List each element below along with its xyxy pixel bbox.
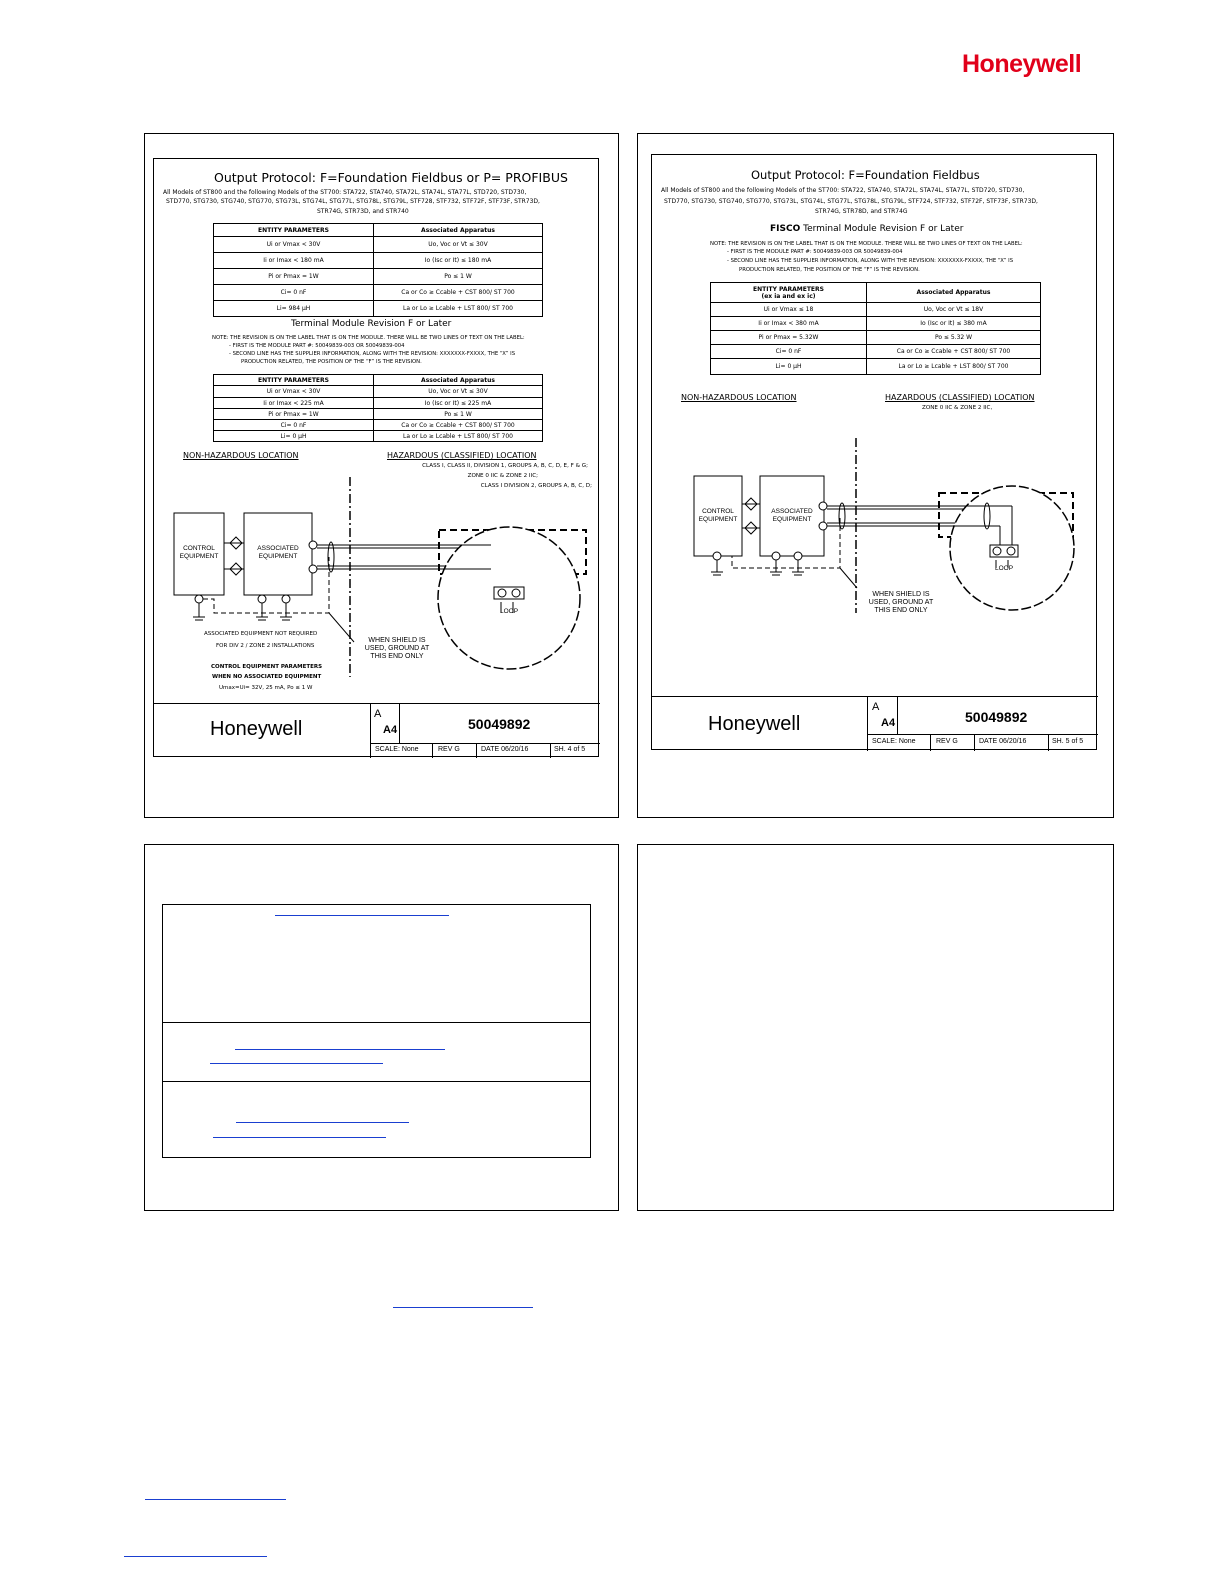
sheet4-note-4: PRODUCTION RELATED, THE POSITION OF THE “F” IS THE REVISION. [241, 359, 422, 365]
title-block-scale: SCALE: None [872, 738, 916, 745]
sheet4-zone-line2: ZONE 0 IIC & ZONE 2 IIC; [467, 473, 538, 479]
sheet5-associated-equipment-label: ASSOCIATED EQUIPMENT [771, 508, 813, 523]
table-cell: Pi or Pmax = 5.32W [711, 331, 867, 345]
sheet5-models-line2: STD770, STG730, STG740, STG770, STG73L, STG74L, STG77L, STG78L, STG79L, STF724, STF732, STF72F, STF73F, STR73D, [664, 198, 1038, 205]
table-cell: Ca or Co ≥ Ccable + CST 800/ ST 700 [374, 285, 543, 301]
lower-left-box [162, 904, 591, 1158]
title-block-size-b: A4 [383, 724, 398, 736]
sheet4-ctrl-note-3: Umax=Ui= 32V, 25 mA, Po ≤ 1 W [219, 685, 313, 691]
sheet4-models-line3: STR74G, STR73D, and STR740 [317, 208, 409, 215]
sheet5-zone-line1: ZONE 0 IIC & ZONE 2 IIC, [922, 405, 993, 411]
sheet4-title-block [154, 703, 600, 758]
table-cell: La or Lo ≥ Lcable + LST 800/ ST 700 [374, 431, 543, 442]
table-header: Associated Apparatus [374, 375, 543, 386]
link-underline[interactable] [210, 1063, 383, 1064]
sheet4-zone-line3: CLASS I DIVISION 2, GROUPS A, B, C, D; [480, 483, 592, 489]
table-cell: Li= 984 μH [214, 301, 374, 317]
sheet4-wiring-diagram [154, 477, 600, 707]
sheet5-non-hazardous-label: NON-HAZARDOUS LOCATION [681, 393, 797, 402]
sheet4-models-line2: STD770, STG730, STG740, STG770, STG73L, STG74L, STG77L, STG78L, STG79L, STF728, STF732, STF72F, STF73F, STR73D, [166, 198, 540, 205]
title-block-part-number: 50049892 [965, 709, 1028, 725]
table-cell: Ca or Co ≥ Ccable + CST 800/ ST 700 [867, 345, 1041, 359]
title-block-date: DATE 06/20/16 [979, 738, 1027, 745]
table-cell: Ca or Co ≥ Ccable + CST 800/ ST 700 [374, 420, 543, 431]
title-block-size-a: A [872, 701, 880, 713]
sheet4-assoc-note-2: FOR DIV 2 / ZONE 2 INSTALLATIONS [216, 643, 315, 649]
title-block-sheet: SH. 4 of 5 [554, 746, 586, 753]
title-block-sheet: SH. 5 of 5 [1052, 738, 1084, 745]
link-underline[interactable] [145, 1499, 286, 1500]
sheet5-subtitle-fisco: FISCO [770, 224, 801, 234]
sheet5-note-1: NOTE: THE REVISION IS ON THE LABEL THAT IS ON THE MODULE. THERE WILL BE TWO LINES OF TEXT ON THE LABEL: [710, 241, 1023, 247]
sheet4-entity-table-2 [213, 374, 543, 442]
table-cell: Ii or Imax < 380 mA [711, 317, 867, 331]
lower-left-divider-1 [162, 1022, 591, 1023]
frame-lower-right [637, 844, 1114, 1211]
table-cell: Po ≤ 5.32 W [867, 331, 1041, 345]
title-block-part-number: 50049892 [468, 716, 531, 732]
link-underline[interactable] [235, 1049, 445, 1050]
sheet4-control-equipment-label: CONTROL EQUIPMENT [179, 545, 219, 560]
table-cell: Ui or Vmax ≤ 18 [711, 303, 867, 317]
table-cell: Uo, Voc or Vt ≤ 30V [374, 386, 543, 398]
table-header: ENTITY PARAMETERS [214, 224, 374, 237]
sheet5-loop-label: LOOP [994, 565, 1014, 572]
sheet5-note-3: - SECOND LINE HAS THE SUPPLIER INFORMATION, ALONG WITH THE REVISION: XXXXXXX-FXXXX, THE “X” IS [727, 258, 1014, 264]
title-block-date: DATE 06/20/16 [481, 746, 529, 753]
title-block-company: Honeywell [708, 713, 801, 735]
sheet5-title: Output Protocol: F=Foundation Fieldbus [751, 168, 980, 182]
sheet4-non-hazardous-label: NON-HAZARDOUS LOCATION [183, 451, 299, 460]
sheet4-subtitle: Terminal Module Revision F or Later [291, 319, 452, 329]
table-cell: Po ≤ 1 W [374, 269, 543, 285]
title-block-size-a: A [374, 708, 382, 720]
table-cell: La or Lo ≥ Lcable + LST 800/ ST 700 [374, 301, 543, 317]
sheet4-zone-line1: CLASS I, CLASS II, DIVISION 1, GROUPS A, B, C, D, E, F & G; [422, 463, 588, 469]
table-cell: Pi or Pmax = 1W [214, 409, 374, 420]
link-underline[interactable] [393, 1307, 533, 1308]
sheet4-entity-table-1 [213, 223, 543, 317]
sheet4-ctrl-note-1: CONTROL EQUIPMENT PARAMETERS [211, 664, 323, 670]
title-block-rev: REV G [936, 738, 958, 745]
sheet5-models-line1: All Models of ST800 and the following Models of the ST700: STA722, STA740, STA72L, STA74L, STA77L, STD720, STD730, [661, 187, 1025, 194]
honeywell-logo: Honeywell [962, 50, 1082, 78]
title-block-rev: REV G [438, 746, 460, 753]
sheet5-subtitle [770, 224, 963, 234]
link-underline[interactable] [213, 1137, 386, 1138]
table-cell: Po ≤ 1 W [374, 409, 543, 420]
table-header: Associated Apparatus [867, 283, 1041, 303]
title-block-size-b: A4 [881, 717, 896, 729]
sheet5-title-block [652, 696, 1098, 751]
table-cell: Ci= 0 nF [214, 420, 374, 431]
table-cell: Ii or Imax < 180 mA [214, 253, 374, 269]
sheet5-subtitle-rest: Terminal Module Revision F or Later [800, 224, 964, 234]
sheet5-shield-note: WHEN SHIELD IS USED, GROUND AT THIS END ONLY [868, 591, 934, 614]
sheet4-models-line1: All Models of ST800 and the following Models of the ST700: STA722, STA740, STA72L, STA74L, STA77L, STD720, STD730, [163, 189, 527, 196]
sheet4-assoc-note-1: ASSOCIATED EQUIPMENT NOT REQUIRED [204, 631, 318, 637]
table-cell: Io (Isc or It) ≤ 380 mA [867, 317, 1041, 331]
sheet5-models-line3: STR74G, STR78D, and STR74G [815, 208, 908, 215]
lower-left-divider-2 [162, 1081, 591, 1082]
table-cell: Li= 0 μH [214, 431, 374, 442]
table-cell: Ci= 0 nF [214, 285, 374, 301]
link-underline[interactable] [124, 1556, 267, 1557]
table-cell: Ci= 0 nF [711, 345, 867, 359]
table-cell: Ii or Imax < 225 mA [214, 398, 374, 409]
table-cell: Uo, Voc or Vt ≤ 18V [867, 303, 1041, 317]
sheet5-note-4: PRODUCTION RELATED, THE POSITION OF THE “F” IS THE REVISION. [739, 267, 920, 273]
sheet4-ctrl-note-2: WHEN NO ASSOCIATED EQUIPMENT [212, 674, 322, 680]
sheet5-entity-table [710, 282, 1041, 375]
table-header: ENTITY PARAMETERS [214, 375, 374, 386]
sheet4-title: Output Protocol: F=Foundation Fieldbus or P= PROFIBUS [214, 170, 568, 185]
table-header: ENTITY PARAMETERS (ex ia and ex ic) [711, 283, 867, 303]
title-block-company: Honeywell [210, 718, 303, 740]
table-cell: La or Lo ≥ Lcable + LST 800/ ST 700 [867, 359, 1041, 375]
sheet4-loop-label: LOOP [499, 608, 519, 615]
sheet5-hazardous-label: HAZARDOUS (CLASSIFIED) LOCATION [885, 393, 1035, 402]
table-cell: Uo, Voc or Vt ≤ 30V [374, 237, 543, 253]
sheet5-note-2: - FIRST IS THE MODULE PART #: 50049839-003 OR 50049839-004 [727, 249, 903, 255]
sheet5-control-equipment-label: CONTROL EQUIPMENT [698, 508, 738, 523]
table-cell: Io (Isc or It) ≤ 225 mA [374, 398, 543, 409]
table-cell: Pi or Pmax = 1W [214, 269, 374, 285]
link-underline[interactable] [236, 1122, 409, 1123]
table-cell: Io (Isc or It) ≤ 180 mA [374, 253, 543, 269]
table-cell: Li= 0 μH [711, 359, 867, 375]
sheet4-note-3: - SECOND LINE HAS THE SUPPLIER INFORMATION, ALONG WITH THE REVISION: XXXXXXX-FXXXX, THE “X” IS [229, 351, 516, 357]
sheet-5 [651, 154, 1097, 750]
sheet-4 [153, 158, 599, 757]
sheet4-associated-equipment-label: ASSOCIATED EQUIPMENT [257, 545, 299, 560]
sheet4-note-1: NOTE: THE REVISION IS ON THE LABEL THAT IS ON THE MODULE. THERE WILL BE TWO LINES OF TEXT ON THE LABEL: [212, 335, 525, 341]
sheet4-shield-note: WHEN SHIELD IS USED, GROUND AT THIS END ONLY [364, 637, 430, 660]
table-header: Associated Apparatus [374, 224, 543, 237]
title-block-scale: SCALE: None [375, 746, 419, 753]
sheet4-note-2: - FIRST IS THE MODULE PART #: 50049839-003 OR 50049839-004 [229, 343, 405, 349]
table-cell: Ui or Vmax < 30V [214, 237, 374, 253]
sheet4-hazardous-label: HAZARDOUS (CLASSIFIED) LOCATION [387, 451, 537, 460]
link-underline[interactable] [275, 915, 449, 916]
table-cell: Ui or Vmax < 30V [214, 386, 374, 398]
